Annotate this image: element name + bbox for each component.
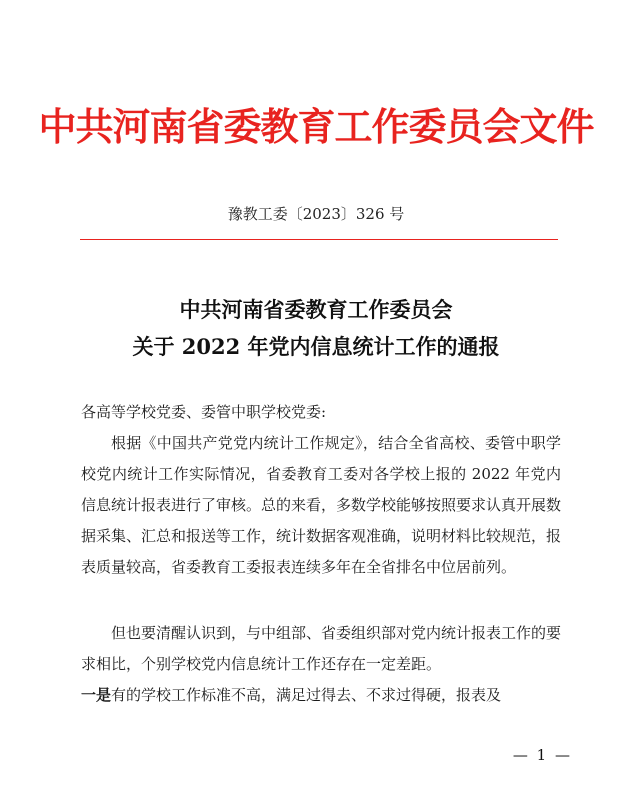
body-paragraph-1: 根据《中国共产党党内统计工作规定》，结合全省高校、委管中职学校党内统计工作实际情况，省委教育工委对各学校上报的 2022 年党内信息统计报表进行了审核。总的来看，多数学校能够按照要求认真开展数据采集、汇总和报送等工作，统计数据客观准确，说明材料比较规范，报表质量较高，省委教育工委报表连续多年在全省排名中位居前列。 [81, 434, 562, 576]
body-paragraph-2-text: 但也要清醒认识到，与中组部、省委组织部对党内统计报表工作的要求相比，个别学校党内信息统计工作还存在一定差距。 [81, 624, 562, 673]
document-title-line-1: 中共河南省委教育工作委员会 [179, 297, 453, 322]
page-number: — 1 — [512, 746, 572, 764]
document-masthead: 中共河南省委教育工作委员会文件 [38, 104, 594, 149]
document-title-line-2: 关于 2022 年党内信息统计工作的通报 [132, 334, 500, 359]
point-one-text: 有的学校工作标准不高，满足过得去、不求过得硬，报表及 [111, 686, 502, 704]
point-one-lead: 一是 [81, 686, 112, 704]
salutation: 各高等学校党委、委管中职学校党委: [81, 403, 327, 421]
document-number: 豫教工委〔2023〕326 号 [227, 205, 405, 223]
body-paragraph-2 [81, 618, 561, 711]
red-separator-line [80, 239, 558, 240]
